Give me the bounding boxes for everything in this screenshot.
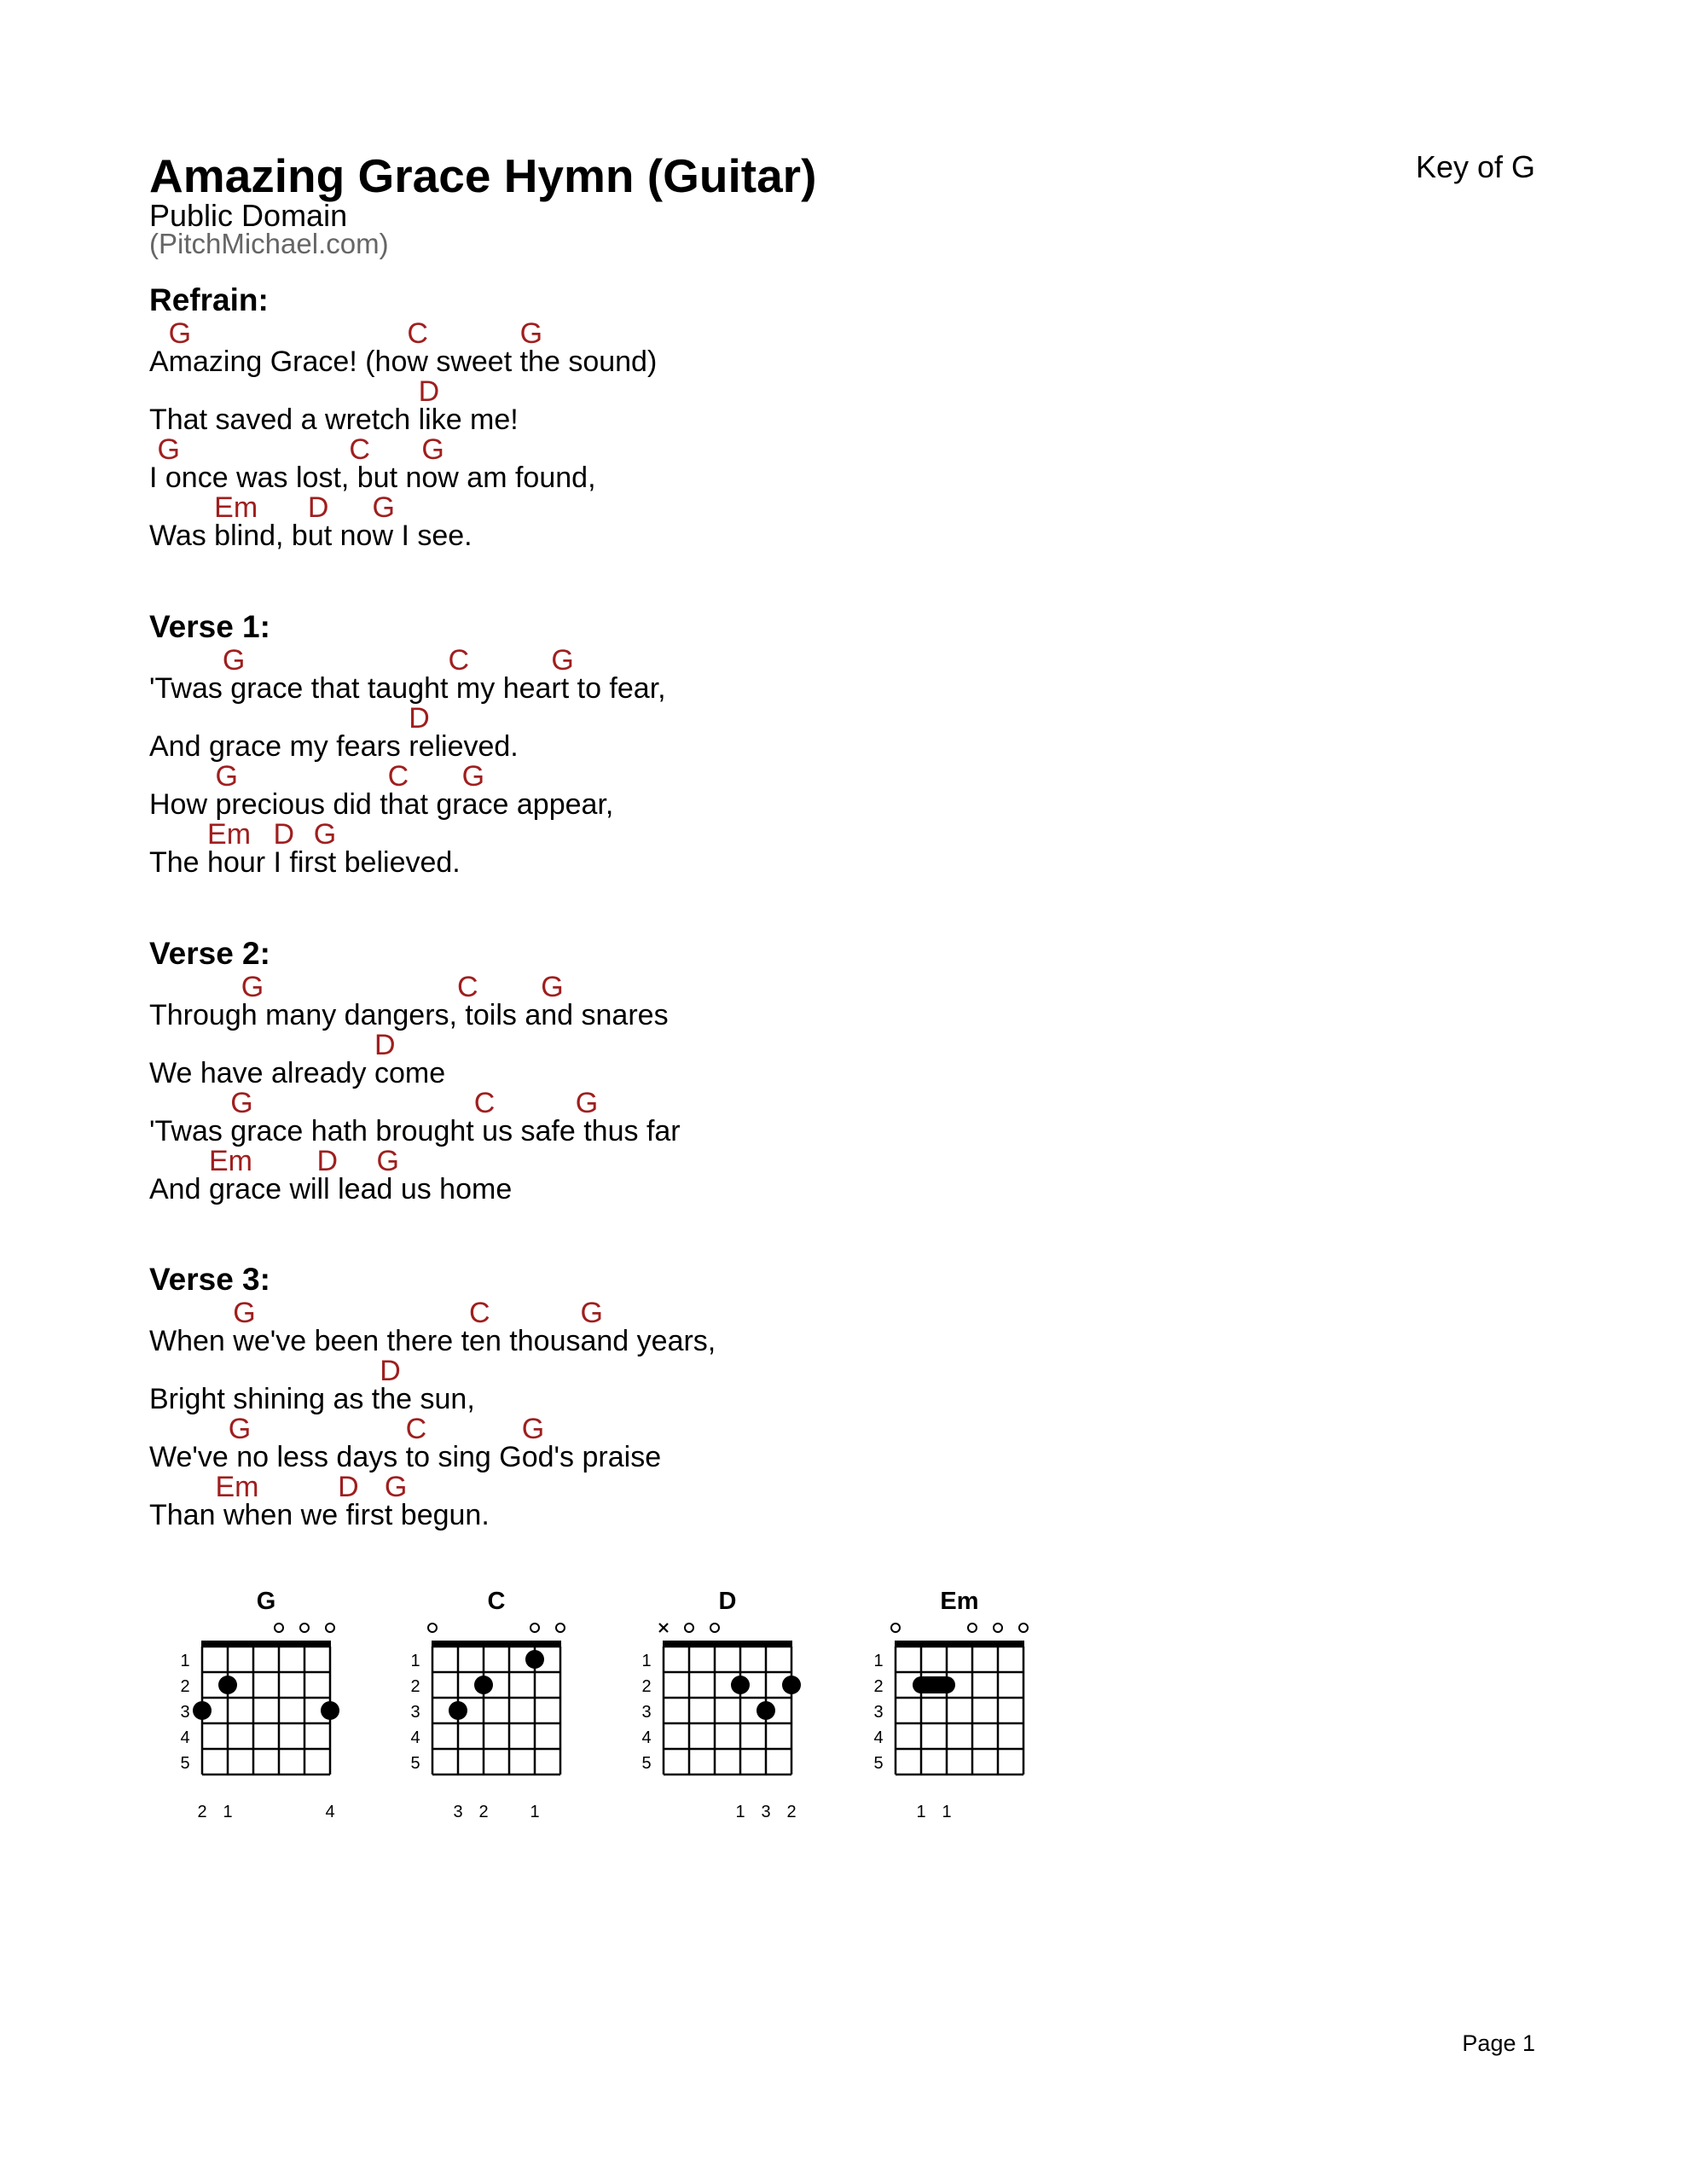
fret-number: 4 bbox=[180, 1728, 190, 1747]
chord-name: G bbox=[376, 1145, 399, 1177]
finger-number: 1 bbox=[942, 1803, 952, 1821]
open-string-marker bbox=[710, 1623, 719, 1632]
lyric-pair bbox=[149, 319, 1429, 377]
chord-name: C bbox=[473, 1087, 496, 1119]
chord-name: G bbox=[551, 644, 574, 677]
section-verse-1 bbox=[149, 608, 1429, 878]
lyric-pair bbox=[149, 973, 1429, 1031]
lyric-pair bbox=[149, 704, 1429, 762]
barre-bar bbox=[913, 1676, 955, 1693]
finger-dot bbox=[782, 1676, 801, 1694]
lyric-pair bbox=[149, 377, 1429, 435]
chord-name: G bbox=[461, 760, 485, 793]
section-verse-2 bbox=[149, 935, 1429, 1205]
finger-dot bbox=[218, 1676, 237, 1694]
fret-number: 4 bbox=[410, 1728, 420, 1747]
lyric-line: Bright shining as the sun, bbox=[149, 1383, 475, 1415]
chord-name: C bbox=[349, 433, 370, 466]
section-title: Verse 3: bbox=[149, 1262, 270, 1297]
lyric-pair bbox=[149, 1089, 1429, 1147]
open-string-marker bbox=[891, 1623, 900, 1632]
finger-number: 2 bbox=[786, 1803, 797, 1821]
fret-number: 3 bbox=[410, 1703, 420, 1722]
finger-number: 1 bbox=[916, 1803, 926, 1821]
finger-dot bbox=[193, 1701, 212, 1720]
lyric-line: 'Twas grace that taught my heart to fear, bbox=[149, 672, 666, 705]
chord-name: G bbox=[384, 1471, 408, 1503]
fret-number: 3 bbox=[873, 1703, 884, 1722]
chord-name: G bbox=[421, 433, 444, 466]
finger-dot bbox=[731, 1676, 750, 1694]
lyric-pair bbox=[149, 1031, 1429, 1089]
finger-number: 1 bbox=[223, 1803, 233, 1821]
song-key: Key of G bbox=[1415, 149, 1535, 184]
fret-number: 2 bbox=[410, 1677, 420, 1696]
lyric-pair bbox=[149, 1147, 1429, 1205]
chord-name: G bbox=[372, 491, 395, 524]
chord-diagram-title: Em bbox=[940, 1588, 979, 1615]
lyric-pair bbox=[149, 1472, 1429, 1531]
chord-name: G bbox=[233, 1297, 256, 1329]
chord-diagram-title: D bbox=[718, 1588, 737, 1615]
chord-name: D bbox=[409, 702, 430, 735]
chord-diagram-title: G bbox=[256, 1588, 276, 1615]
page-number: Page 1 bbox=[1462, 2030, 1535, 2056]
lyric-line: That saved a wretch like me! bbox=[149, 404, 519, 436]
lyric-pair bbox=[149, 1298, 1429, 1356]
nut-bar bbox=[432, 1641, 561, 1647]
lyric-pair bbox=[149, 493, 1429, 551]
chord-name: G bbox=[580, 1297, 603, 1329]
chord-name: Em bbox=[208, 1145, 252, 1177]
finger-dot bbox=[757, 1701, 775, 1720]
fret-number: 2 bbox=[641, 1677, 652, 1696]
fret-number: 4 bbox=[641, 1728, 652, 1747]
open-string-marker bbox=[994, 1623, 1002, 1632]
open-string-marker bbox=[326, 1623, 334, 1632]
lyric-line: The hour I first believed. bbox=[149, 846, 461, 879]
chord-diagram-title: C bbox=[487, 1588, 506, 1615]
lyric-line: I once was lost, but now am found, bbox=[149, 462, 596, 494]
finger-number: 3 bbox=[761, 1803, 771, 1821]
chord-name: G bbox=[241, 971, 264, 1003]
song-source: (PitchMichael.com) bbox=[149, 228, 389, 259]
finger-number: 1 bbox=[735, 1803, 745, 1821]
open-string-marker bbox=[556, 1623, 565, 1632]
chord-name: G bbox=[157, 433, 180, 466]
lyric-line: 'Twas grace hath brought us safe thus far bbox=[149, 1115, 681, 1147]
chord-name: D bbox=[273, 818, 295, 851]
chord-name: D bbox=[316, 1145, 339, 1177]
fret-number: 2 bbox=[873, 1677, 884, 1696]
chord-name: G bbox=[519, 317, 543, 350]
chord-name: G bbox=[215, 760, 238, 793]
fret-number: 5 bbox=[641, 1754, 652, 1773]
chord-name: G bbox=[228, 1413, 252, 1445]
open-string-marker bbox=[1019, 1623, 1028, 1632]
section-title: Verse 1: bbox=[149, 609, 270, 644]
fret-number: 2 bbox=[180, 1677, 190, 1696]
song-title: Amazing Grace Hymn (Guitar) bbox=[149, 149, 817, 202]
open-string-marker bbox=[275, 1623, 283, 1632]
lyric-line: How precious did that grace appear, bbox=[149, 788, 614, 821]
chord-name: C bbox=[407, 317, 428, 350]
lyric-line: We have already come bbox=[149, 1057, 446, 1089]
finger-dot bbox=[525, 1650, 544, 1669]
nut-bar bbox=[663, 1641, 792, 1647]
chord-name: G bbox=[541, 971, 564, 1003]
chord-name: D bbox=[307, 491, 329, 524]
lyric-pair bbox=[149, 820, 1429, 878]
chord-name: Em bbox=[207, 818, 252, 851]
lyric-line: Amazing Grace! (how sweet the sound) bbox=[149, 346, 658, 378]
chord-name: G bbox=[168, 317, 192, 350]
finger-number: 3 bbox=[453, 1803, 463, 1821]
finger-number: 4 bbox=[325, 1803, 335, 1821]
fret-number: 5 bbox=[180, 1754, 190, 1773]
chord-name: Em bbox=[214, 491, 258, 524]
open-string-marker bbox=[530, 1623, 539, 1632]
chord-name: C bbox=[405, 1413, 427, 1445]
finger-number: 1 bbox=[530, 1803, 540, 1821]
fret-number: 1 bbox=[180, 1652, 190, 1670]
lyric-pair bbox=[149, 1414, 1429, 1472]
lyric-line: We've no less days to sing God's praise bbox=[149, 1441, 662, 1473]
section-title: Verse 2: bbox=[149, 936, 270, 971]
finger-number: 2 bbox=[197, 1803, 207, 1821]
section-verse-3 bbox=[149, 1261, 1429, 1531]
section-refrain bbox=[149, 282, 1429, 551]
chord-name: G bbox=[313, 818, 337, 851]
fret-number: 3 bbox=[641, 1703, 652, 1722]
fret-number: 4 bbox=[873, 1728, 884, 1747]
fret-number: 5 bbox=[410, 1754, 420, 1773]
chord-diagrams bbox=[0, 1578, 1687, 1834]
chord-name: C bbox=[469, 1297, 490, 1329]
nut-bar bbox=[201, 1641, 331, 1647]
fret-number: 5 bbox=[873, 1754, 884, 1773]
lyric-line: And grace my fears relieved. bbox=[149, 730, 519, 763]
lyric-line: And grace will lead us home bbox=[149, 1173, 513, 1205]
lyric-pair bbox=[149, 1356, 1429, 1414]
lyric-line: Through many dangers, toils and snares bbox=[149, 999, 669, 1031]
fret-number: 1 bbox=[410, 1652, 420, 1670]
chord-name: D bbox=[418, 375, 440, 408]
fret-number: 1 bbox=[873, 1652, 884, 1670]
open-string-marker bbox=[685, 1623, 693, 1632]
lyric-line: Than when we first begun. bbox=[149, 1499, 490, 1531]
chord-name: G bbox=[575, 1087, 599, 1119]
chord-name: C bbox=[456, 971, 478, 1003]
chord-name: C bbox=[387, 760, 409, 793]
open-string-marker bbox=[968, 1623, 977, 1632]
fret-number: 1 bbox=[641, 1652, 652, 1670]
open-string-marker bbox=[428, 1623, 437, 1632]
chord-name: G bbox=[521, 1413, 545, 1445]
lyric-pair bbox=[149, 762, 1429, 820]
chord-name: D bbox=[338, 1471, 359, 1503]
chord-name: D bbox=[380, 1355, 401, 1387]
finger-number: 2 bbox=[478, 1803, 489, 1821]
chord-name: D bbox=[374, 1029, 396, 1061]
lyric-line: When we've been there ten thousand years, bbox=[149, 1325, 716, 1357]
finger-dot bbox=[474, 1676, 493, 1694]
section-title: Refrain: bbox=[149, 282, 269, 317]
chord-name: C bbox=[448, 644, 470, 677]
finger-dot bbox=[321, 1701, 339, 1720]
chord-name: G bbox=[230, 1087, 253, 1119]
open-string-marker bbox=[300, 1623, 309, 1632]
lyric-line: Was blind, but now I see. bbox=[149, 520, 472, 552]
chord-name: G bbox=[222, 644, 246, 677]
fret-number: 3 bbox=[180, 1703, 190, 1722]
chord-name: Em bbox=[215, 1471, 259, 1503]
finger-dot bbox=[449, 1701, 467, 1720]
song-author: Public Domain bbox=[149, 198, 348, 233]
nut-bar bbox=[895, 1641, 1024, 1647]
lyric-pair bbox=[149, 646, 1429, 704]
lyric-pair bbox=[149, 435, 1429, 493]
